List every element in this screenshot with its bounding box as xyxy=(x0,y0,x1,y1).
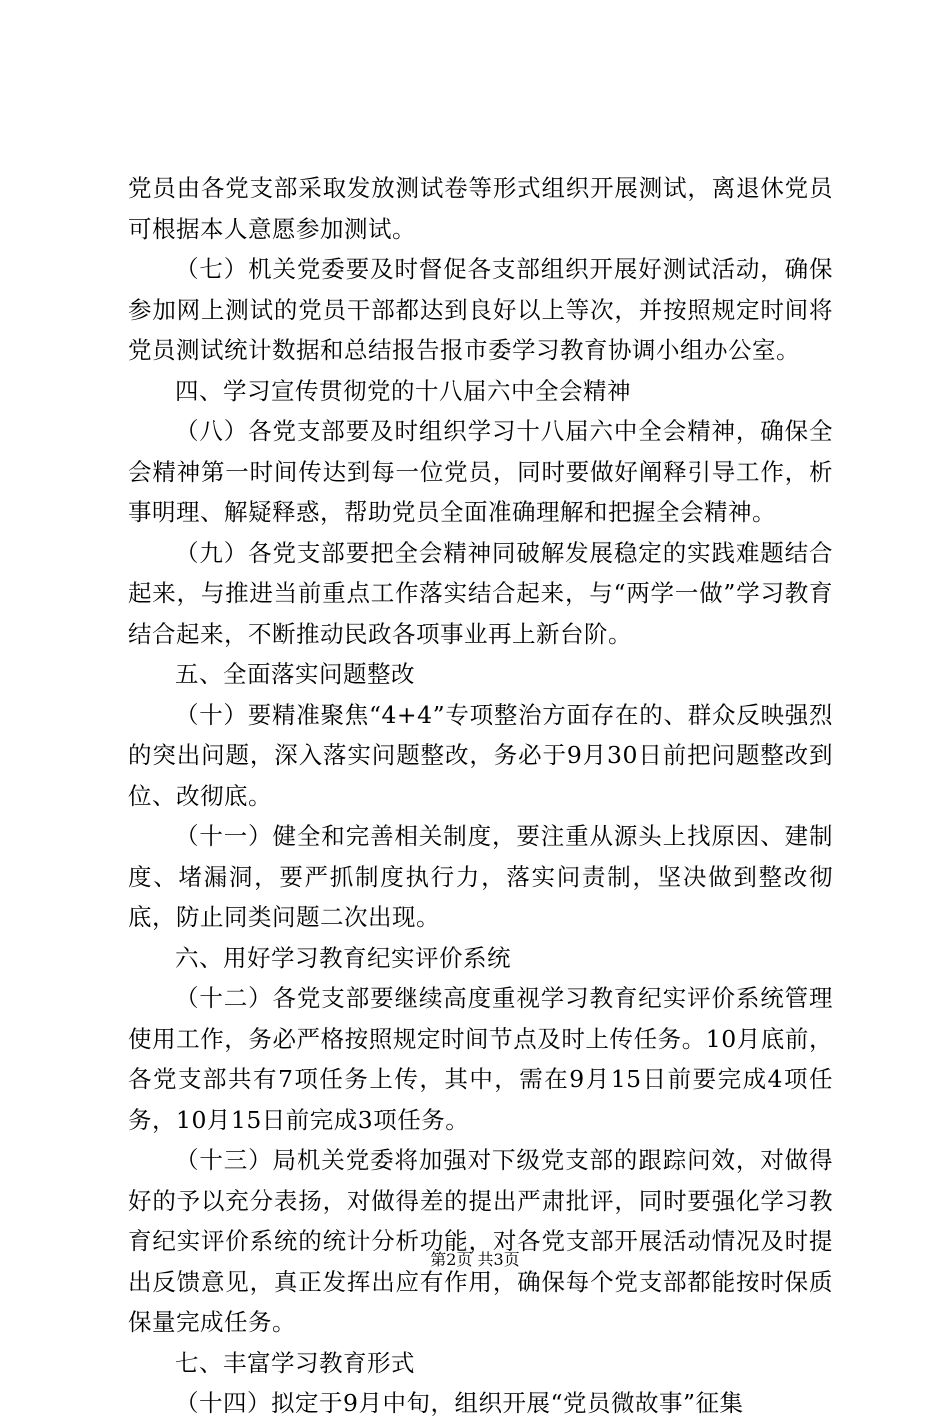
paragraph-item-9: （九）各党支部要把全会精神同破解发展稳定的实践难题结合起来，与推进当前重点工作落实结合起来，与“两学一做”学习教育结合起来，不断推动民政各项事业再上新台阶。 xyxy=(128,538,833,648)
paragraph-item-7: （七）机关党委要及时督促各支部组织开展好测试活动，确保参加网上测试的党员干部都达到良好以上等次，并按照规定时间将党员测试统计数据和总结报告报市委学习教育协调小组办公室。 xyxy=(128,255,833,364)
document-body xyxy=(128,168,833,1424)
page-number-label: 第2页 共3页 xyxy=(430,1250,520,1269)
paragraph-item-14: （十四）拟定于9月中旬，组织开展“党员微故事”征集 xyxy=(175,1389,744,1417)
paragraph-item-12: （十二）各党支部要继续高度重视学习教育纪实评价系统管理使用工作，务必严格按照规定时间节点及时上传任务。10月底前，各党支部共有7项任务上传，其中，需在9月15日前要完成4项任务，10月15日前完成3项任务。 xyxy=(128,984,833,1134)
paragraph-item-10: （十）要精准聚焦“4+4”专项整治方面存在的、群众反映强烈的突出问题，深入落实问题整改，务必于9月30日前把问题整改到位、改彻底。 xyxy=(128,700,833,810)
section-heading-7: 七、丰富学习教育形式 xyxy=(175,1348,415,1377)
paragraph-item-11: （十一）健全和完善相关制度，要注重从源头上找原因、建制度、堵漏洞，要严抓制度执行力，落实问责制，坚决做到整改彻底，防止同类问题二次出现。 xyxy=(128,822,833,931)
section-heading-4: 四、学习宣传贯彻党的十八届六中全会精神 xyxy=(175,376,631,405)
paragraph-item-8: （八）各党支部要及时组织学习十八届六中全会精神，确保全会精神第一时间传达到每一位党员，同时要做好阐释引导工作，析事明理、解疑释惑，帮助党员全面准确理解和把握全会精神。 xyxy=(128,417,833,526)
section-heading-6: 六、用好学习教育纪实评价系统 xyxy=(175,943,511,972)
page-footer xyxy=(0,1250,950,1270)
paragraph-item-13: （十三）局机关党委将加强对下级党支部的跟踪问效，对做得好的予以充分表扬，对做得差的提出严肃批评，同时要强化学习教育纪实评价系统的统计分析功能，对各党支部开展活动情况及时提出反馈意见，真正发挥出应有作用，确保每个党支部都能按时保质保量完成任务。 xyxy=(128,1146,833,1336)
section-heading-5: 五、全面落实问题整改 xyxy=(175,660,415,688)
paragraph-continued: 党员由各党支部采取发放测试卷等形式组织开展测试，离退休党员可根据本人意愿参加测试。 xyxy=(128,174,833,243)
